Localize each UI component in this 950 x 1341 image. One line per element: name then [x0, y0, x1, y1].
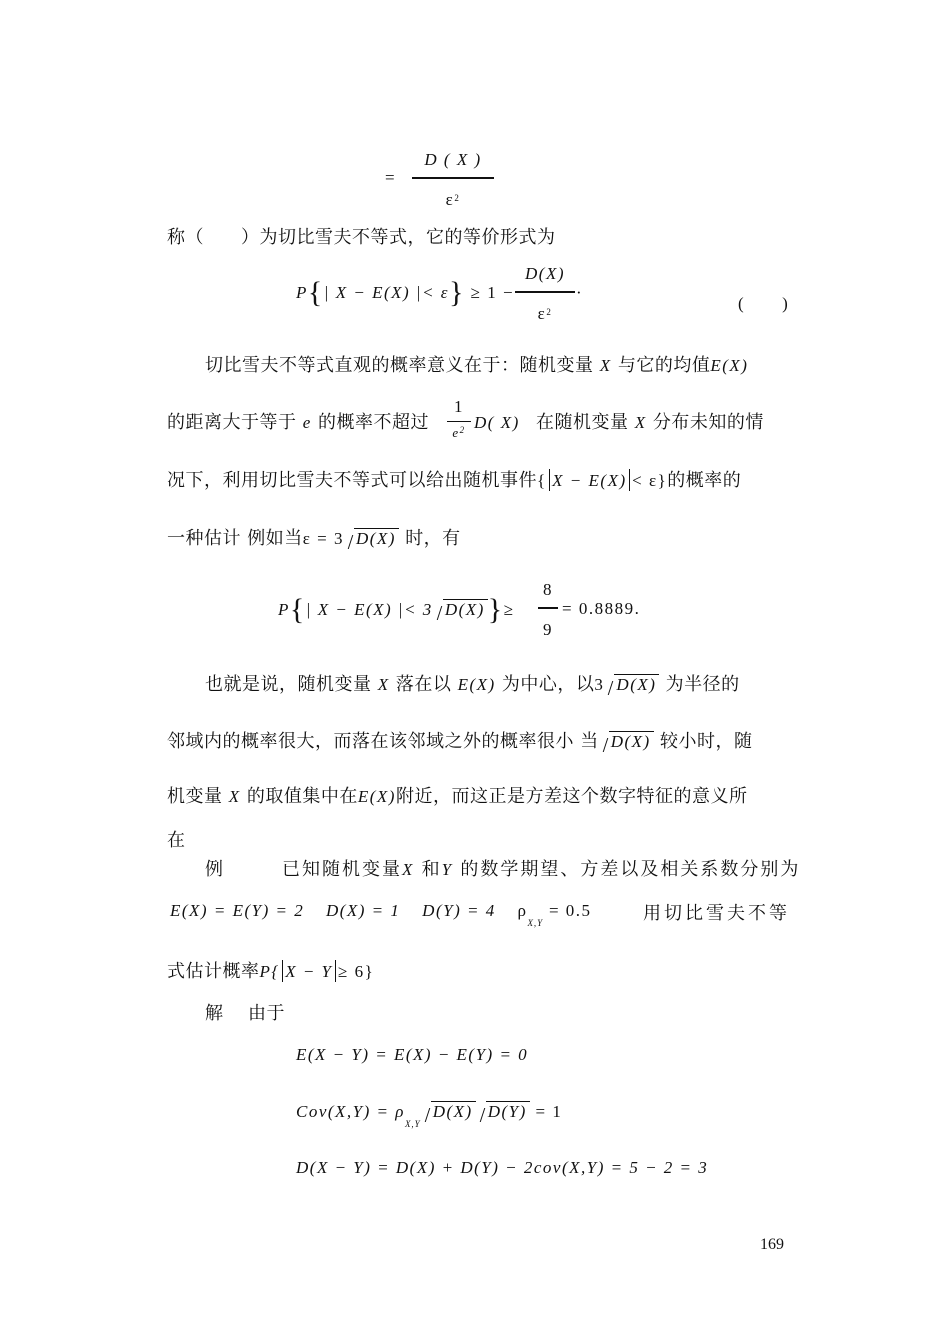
example-line3: 式估计概率P{ X − Y ≥ 6} — [167, 961, 375, 982]
solution-intro: 由于 — [248, 1003, 285, 1024]
eq-est-numerator: 8 — [543, 580, 553, 599]
para1-frac-num: 1 — [454, 397, 464, 416]
eq-top-fraction-bar — [412, 177, 494, 179]
solution-eq1: E(X − Y) = E(X) − E(Y) = 0 — [296, 1045, 529, 1064]
solution-eq3: D(X − Y) = D(X) + D(Y) − 2cov(X,Y) = 5 − 2 = 3 — [296, 1158, 709, 1177]
page-number: 169 — [760, 1236, 784, 1253]
solution-eq2: $Cov(X,Y) = \rho_{X,Y}D(X) D(Y) = 1$ — [296, 1102, 563, 1129]
example-label: 例 — [205, 859, 224, 880]
para2-line2: 邻域内的概率很大，而落在该邻域之外的概率很小 当 D(X) 较小时，随 — [167, 731, 753, 752]
eq-cheb-fraction-bar — [515, 291, 575, 293]
para1-frac-bar — [447, 421, 471, 422]
para1-frac-den: $e^2$ — [452, 425, 466, 440]
eq-top-equals: = — [385, 168, 397, 187]
eq-est-result: = 0.8889. — [562, 599, 641, 618]
example-line2-text: 用切比雪夫不等 — [643, 903, 790, 924]
para1-line2-a: 的距离大于等于 e 的概率不超过 — [167, 412, 430, 433]
para1-line3: 况下，利用切比雪夫不等式可以给出随机事件{ X − E(X) < ε}的概率的 — [167, 470, 742, 491]
para2-line1: 也就是说，随机变量 X 落在以 E(X) 为中心，以3 D(X) 为半径的 — [205, 674, 740, 695]
example-line2: E(X) = E(Y) = 2 D(X) = 1 D(Y) = 4 $\rho_{X,Y} = 0.5$ — [170, 901, 592, 928]
eq-est-lhs: P{| X − E(X) |< 3 D(X) }≥ — [278, 593, 515, 626]
eq-cheb-denominator: $\varepsilon^2$ — [537, 304, 553, 323]
para1-line4: 一种估计 例如当ε = 3 D(X) 时，有 — [167, 528, 461, 549]
para2-line3: 机变量 X 的取值集中在E(X)附近，而这正是方差这个数字特征的意义所 — [167, 786, 748, 807]
eq-cheb-dot: · — [576, 283, 584, 302]
eq-est-fraction-bar — [538, 607, 558, 609]
example-line1: 已知随机变量X 和Y 的数学期望、方差以及相关系数分别为 — [282, 859, 801, 880]
eq-cheb-tag: ( ) — [738, 294, 790, 313]
solution-label: 解 — [205, 1003, 224, 1024]
eq-top-numerator: D ( X ) — [424, 150, 482, 169]
eq-est-denominator: 9 — [543, 620, 553, 639]
para1-line2-b: D( X) 在随机变量 X 分布未知的情 — [474, 412, 764, 433]
eq-top-denominator: $\varepsilon^2$ — [445, 190, 461, 209]
para2-line4: 在 — [167, 830, 186, 851]
intro-line: 称（ ）为切比雪夫不等式，它的等价形式为 — [167, 227, 556, 248]
eq-cheb-numerator: D(X) — [525, 264, 565, 283]
eq-cheb-lhs: P{| X − E(X) |< ε} ≥ 1 − — [296, 276, 515, 309]
para1-line1: 切比雪夫不等式直观的概率意义在于：随机变量 X 与它的均值E(X) — [205, 355, 749, 376]
